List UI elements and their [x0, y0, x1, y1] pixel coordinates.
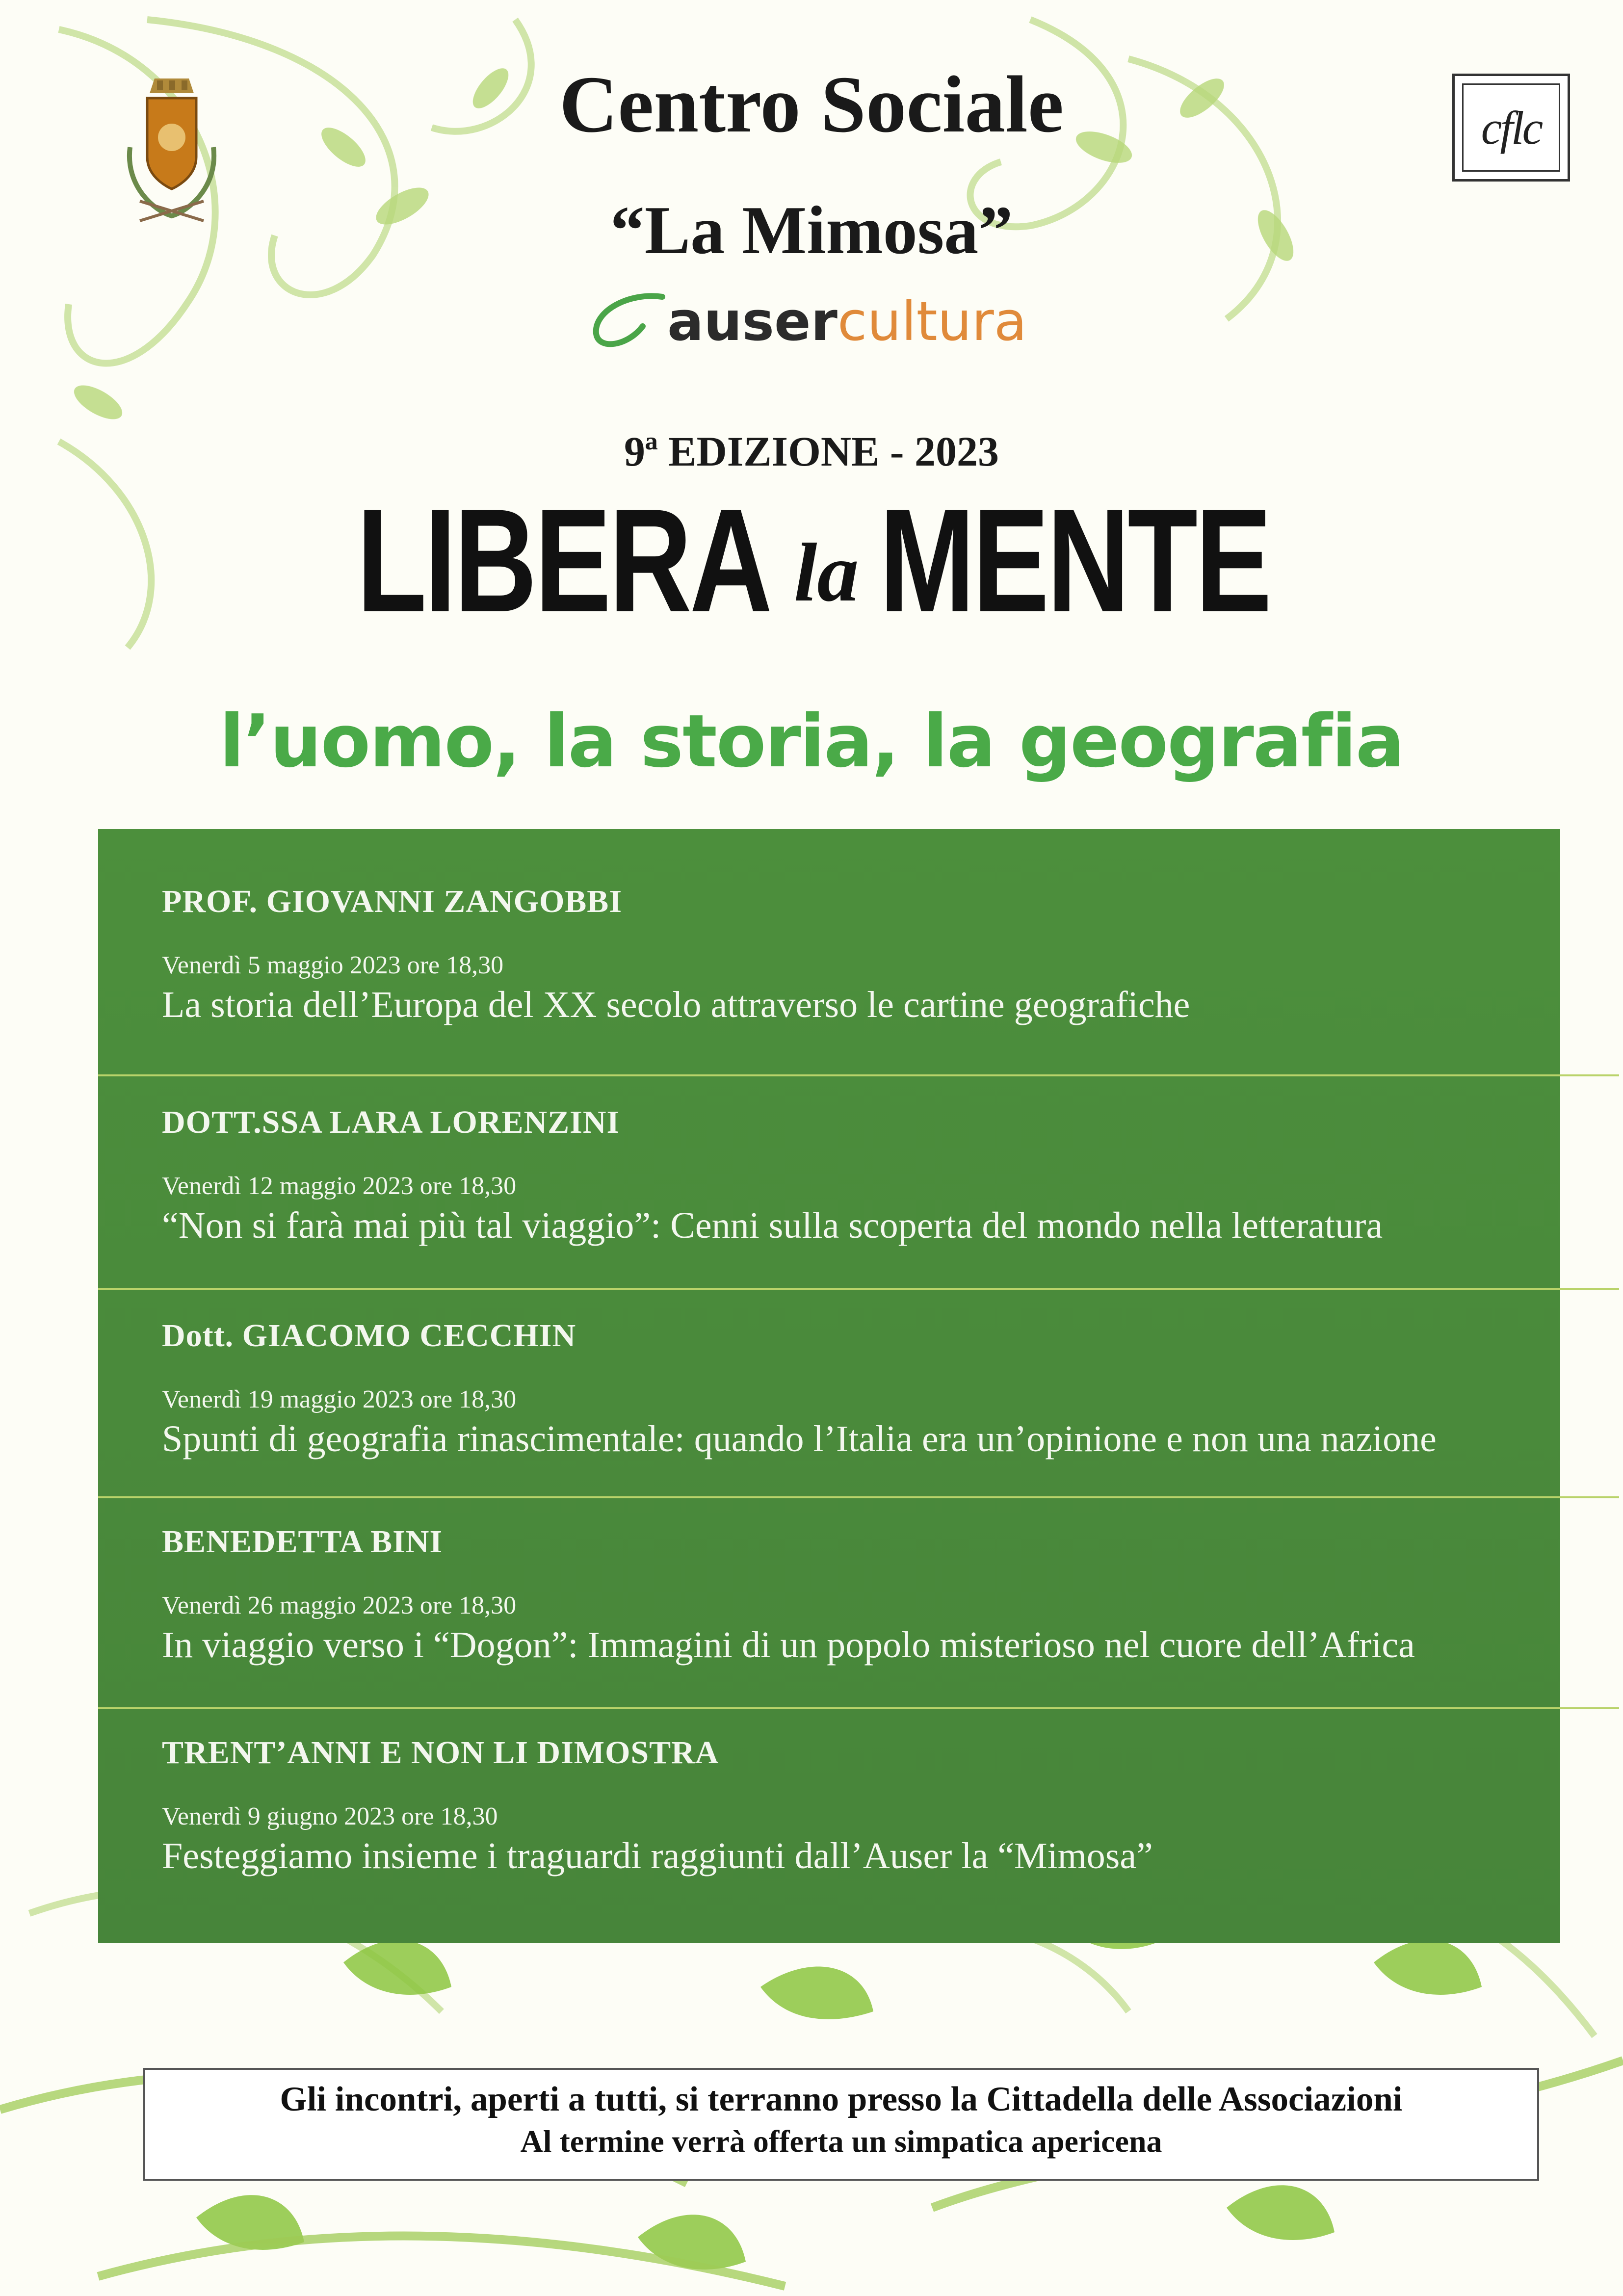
- event-date: Venerdì 12 maggio 2023 ore 18,30: [162, 1172, 517, 1200]
- footer-apericena-text: Al termine verrà offerta un simpatica apericena: [520, 2124, 1162, 2159]
- page-title: Centro Sociale: [559, 59, 1064, 149]
- event-topic: Festeggiamo insieme i traguardi raggiunti dall’Auser la “Mimosa”: [162, 1835, 1153, 1877]
- main-title-connector: la: [794, 526, 859, 619]
- event-item: [98, 1104, 1619, 1247]
- event-topic: “Non si farà mai più tal viaggio”: Cenni sulla scoperta del mondo nella letteratura: [162, 1205, 1383, 1246]
- edition-label: 9ª EDIZIONE - 2023: [624, 428, 999, 475]
- auser-cultura-logo: [584, 282, 1074, 361]
- footer-location-text: Gli incontri, aperti a tutti, si terranno presso la Cittadella delle Associazioni: [280, 2080, 1403, 2118]
- event-topic: In viaggio verso i “Dogon”: Immagini di un popolo misterioso nel cuore dell’Africa: [162, 1624, 1415, 1666]
- event-speaker: PROF. GIOVANNI ZANGOBBI: [162, 884, 623, 919]
- main-title: [0, 478, 1623, 643]
- event-item: [98, 1523, 1619, 1667]
- page-subtitle-mimosa: “La Mimosa”: [610, 192, 1013, 268]
- event-item: [98, 1734, 1619, 1878]
- event-divider: [98, 1074, 1619, 1076]
- event-topic: Spunti di geografia rinascimentale: quando l’Italia era un’opinione e non una nazione: [162, 1418, 1437, 1460]
- event-date: Venerdì 26 maggio 2023 ore 18,30: [162, 1592, 517, 1619]
- main-title-word-1: LIBERA: [356, 478, 770, 643]
- event-item: [98, 883, 1619, 1026]
- event-date: Venerdì 9 giugno 2023 ore 18,30: [162, 1802, 498, 1830]
- cultura-word: cultura: [837, 290, 1027, 353]
- event-date: Venerdì 5 maggio 2023 ore 18,30: [162, 951, 504, 979]
- event-divider: [98, 1496, 1619, 1498]
- footer-notice: [143, 2068, 1539, 2181]
- program-panel: [98, 829, 1560, 1943]
- cflc-logo-text: cflc: [1462, 83, 1560, 172]
- event-speaker: DOTT.SSA LARA LORENZINI: [162, 1104, 620, 1140]
- event-speaker: BENEDETTA BINI: [162, 1524, 443, 1560]
- auser-swirl-icon: [584, 287, 672, 356]
- event-speaker: Dott. GIACOMO CECCHIN: [162, 1318, 576, 1354]
- event-topic: La storia dell’Europa del XX secolo attraverso le cartine geografiche: [162, 984, 1190, 1025]
- event-divider: [98, 1707, 1619, 1709]
- event-speaker: TRENT’ANNI E NON LI DIMOSTRA: [162, 1735, 719, 1771]
- theme-subtitle: l’uomo, la storia, la geografia: [219, 699, 1404, 783]
- auser-word: auser: [667, 290, 838, 353]
- event-date: Venerdì 19 maggio 2023 ore 18,30: [162, 1385, 517, 1413]
- event-item: [98, 1317, 1619, 1461]
- event-divider: [98, 1288, 1619, 1290]
- main-title-word-2: MENTE: [879, 478, 1270, 643]
